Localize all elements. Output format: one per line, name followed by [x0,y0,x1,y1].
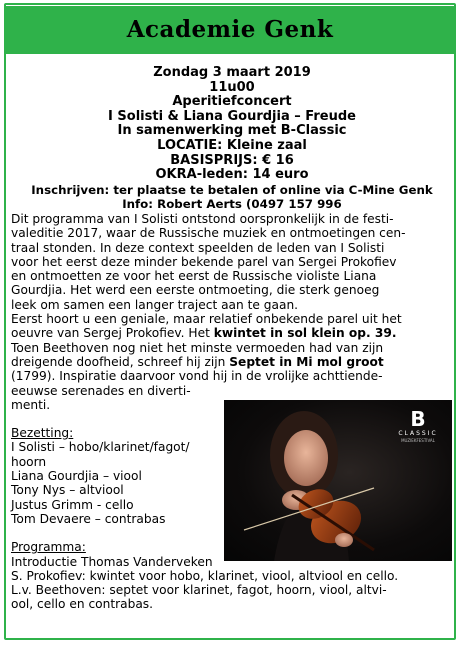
event-type: Aperitiefconcert [172,94,292,110]
programma-item: S. Prokofiev: kwintet voor hobo, klarinet, viool, altviool en cello. [11,568,399,583]
violinist-photo [224,400,452,561]
intro-line: Dit programma van I Solisti ontstond oorspronkelijk in de festi- [11,212,394,226]
program-text-line: eeuwse serenades en diverti- [11,383,191,398]
event-signup: Inschrijven: ter plaatse te betalen of online via C-Mine Genk [31,182,433,197]
bezetting-item: Liana Gourdjia – viool [11,469,142,484]
title-banner [6,6,454,54]
beethoven-work-title: Septet in Mi mol groot [229,354,384,369]
bezetting-item: hoorn [11,454,47,469]
programma-item: ool, cello en contrabas. [11,597,154,612]
intro-line: Gourdjia. Het werd een eerste ontmoeting, die sterk genoeg [11,283,380,298]
event-partner: In samenwerking met B-Classic [117,123,347,139]
banner-title: Academie Genk [126,16,334,43]
event-date: Zondag 3 maart 2019 [153,65,311,80]
event-location: LOCATIE: Kleine zaal [157,137,307,153]
bezetting-heading: Bezetting: [11,426,74,441]
intro-line: voor het eerst deze minder bekende parel van Sergei Prokofiev [11,254,397,269]
intro-line: leek om samen een langer traject aan te gaan. [11,297,299,312]
brand-word: CLASSIC [398,430,438,437]
program-text-line [11,355,457,369]
intro-line: valeditie 2017, waar de Russische muziek en ontmoetingen cen- [11,226,406,241]
intro-line: traal stonden. In deze context speelden de leden van I Solisti [11,240,385,255]
program-text-line: Eerst hoort u een geniale, maar relatief onbekende parel uit het [11,312,402,327]
event-info: Info: Robert Aerts (0497 157 996 [122,197,342,212]
program-text-line: Toen Beethoven nog niet het minste vermoeden had van zijn [11,340,384,355]
programma-item: L.v. Beethoven: septet voor klarinet, fagot, hoorn, viool, altvi- [11,583,387,598]
brand-sub: MUZIEKFESTIVAL [401,438,435,443]
bezetting-item: Tony Nys – altviool [11,483,124,498]
event-okra-price: OKRA-leden: 14 euro [155,167,309,183]
bezetting-item: I Solisti – hobo/klarinet/fagot/ [11,440,190,455]
bezetting-item: Justus Grimm - cello [11,497,134,512]
event-header [10,66,454,212]
prokofiev-work-title: kwintet in sol klein op. 39. [213,326,397,341]
programma-item: Introductie Thomas Vanderveken [11,554,213,569]
b-classic-logo [396,408,440,444]
event-price: BASISPRIJS: € 16 [170,152,294,168]
program-text-line: menti. [11,397,51,412]
event-performers: I Solisti & Liana Gourdjia – Freude [108,108,356,124]
program-text-line [11,326,457,340]
brand-letter: B [410,407,426,431]
program-text-line: (1799). Inspiratie daarvoor vond hij in de vrolijke achttiende- [11,369,383,384]
intro-line: en ontmoetten ze voor het eerst de Russische violiste Liana [11,269,377,284]
text-span: dreigende doofheid, schreef hij zijn [11,354,230,369]
event-time: 11u00 [209,79,255,95]
text-span: oeuvre van Sergej Prokofiev. Het [11,326,214,341]
programma-heading: Programma: [11,540,86,555]
bezetting-item: Tom Devaere – contrabas [11,511,166,526]
